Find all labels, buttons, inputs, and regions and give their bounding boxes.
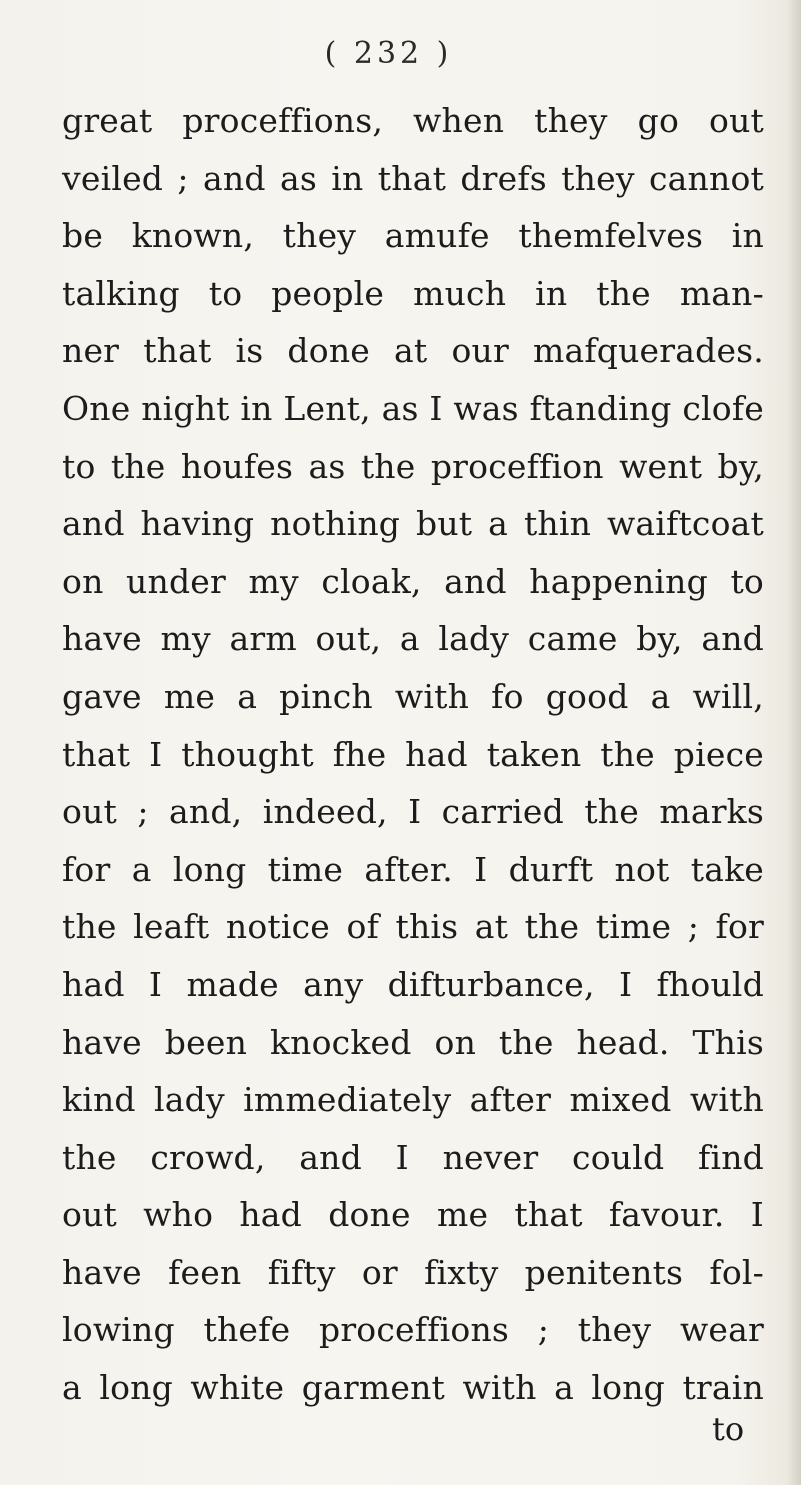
body-text	[62, 92, 764, 1417]
text-line: out who had done me that favour. I	[62, 1195, 764, 1235]
text-line: kind lady immediately after mixed with	[62, 1080, 764, 1120]
text-line: for a long time after. I durft not take	[62, 849, 764, 889]
text-line: the crowd, and I never could find	[62, 1137, 764, 1177]
page-edge-shadow	[787, 0, 801, 1485]
text-line: ner that is done at our mafquerades.	[62, 331, 764, 371]
text-line: a long white garment with a long train	[62, 1368, 764, 1408]
text-line: gave me a pinch with fo good a will,	[62, 676, 764, 716]
text-line: great proceffions, when they go out	[62, 101, 764, 140]
text-line: One night in Lent, as I was ftanding clofe	[62, 388, 764, 428]
text-line: to the houfes as the proceffion went by,	[62, 446, 764, 486]
text-line: that I thought fhe had taken the piece	[62, 734, 764, 774]
catchword: to	[712, 1410, 745, 1448]
text-line: and having nothing but a thin waiftcoat	[62, 504, 764, 544]
text-line: be known, they amufe themfelves in	[62, 216, 764, 256]
text-line: talking to people much in the man-	[62, 273, 764, 313]
text-line: had I made any difturbance, I fhould	[62, 964, 764, 1004]
text-line: have feen fifty or fixty penitents fol-	[62, 1252, 764, 1292]
text-line: on under my cloak, and happening to	[62, 561, 764, 601]
text-line: have been knocked on the head. This	[62, 1022, 764, 1062]
text-line: lowing thefe proceffions ; they wear	[62, 1310, 764, 1350]
text-line: out ; and, indeed, I carried the marks	[62, 792, 764, 832]
text-line: have my arm out, a lady came by, and	[62, 619, 764, 659]
text-line: veiled ; and as in that drefs they cannot	[62, 158, 764, 198]
text-line: the leaft notice of this at the time ; for	[62, 907, 764, 947]
page-number: ( 232 )	[324, 36, 453, 71]
